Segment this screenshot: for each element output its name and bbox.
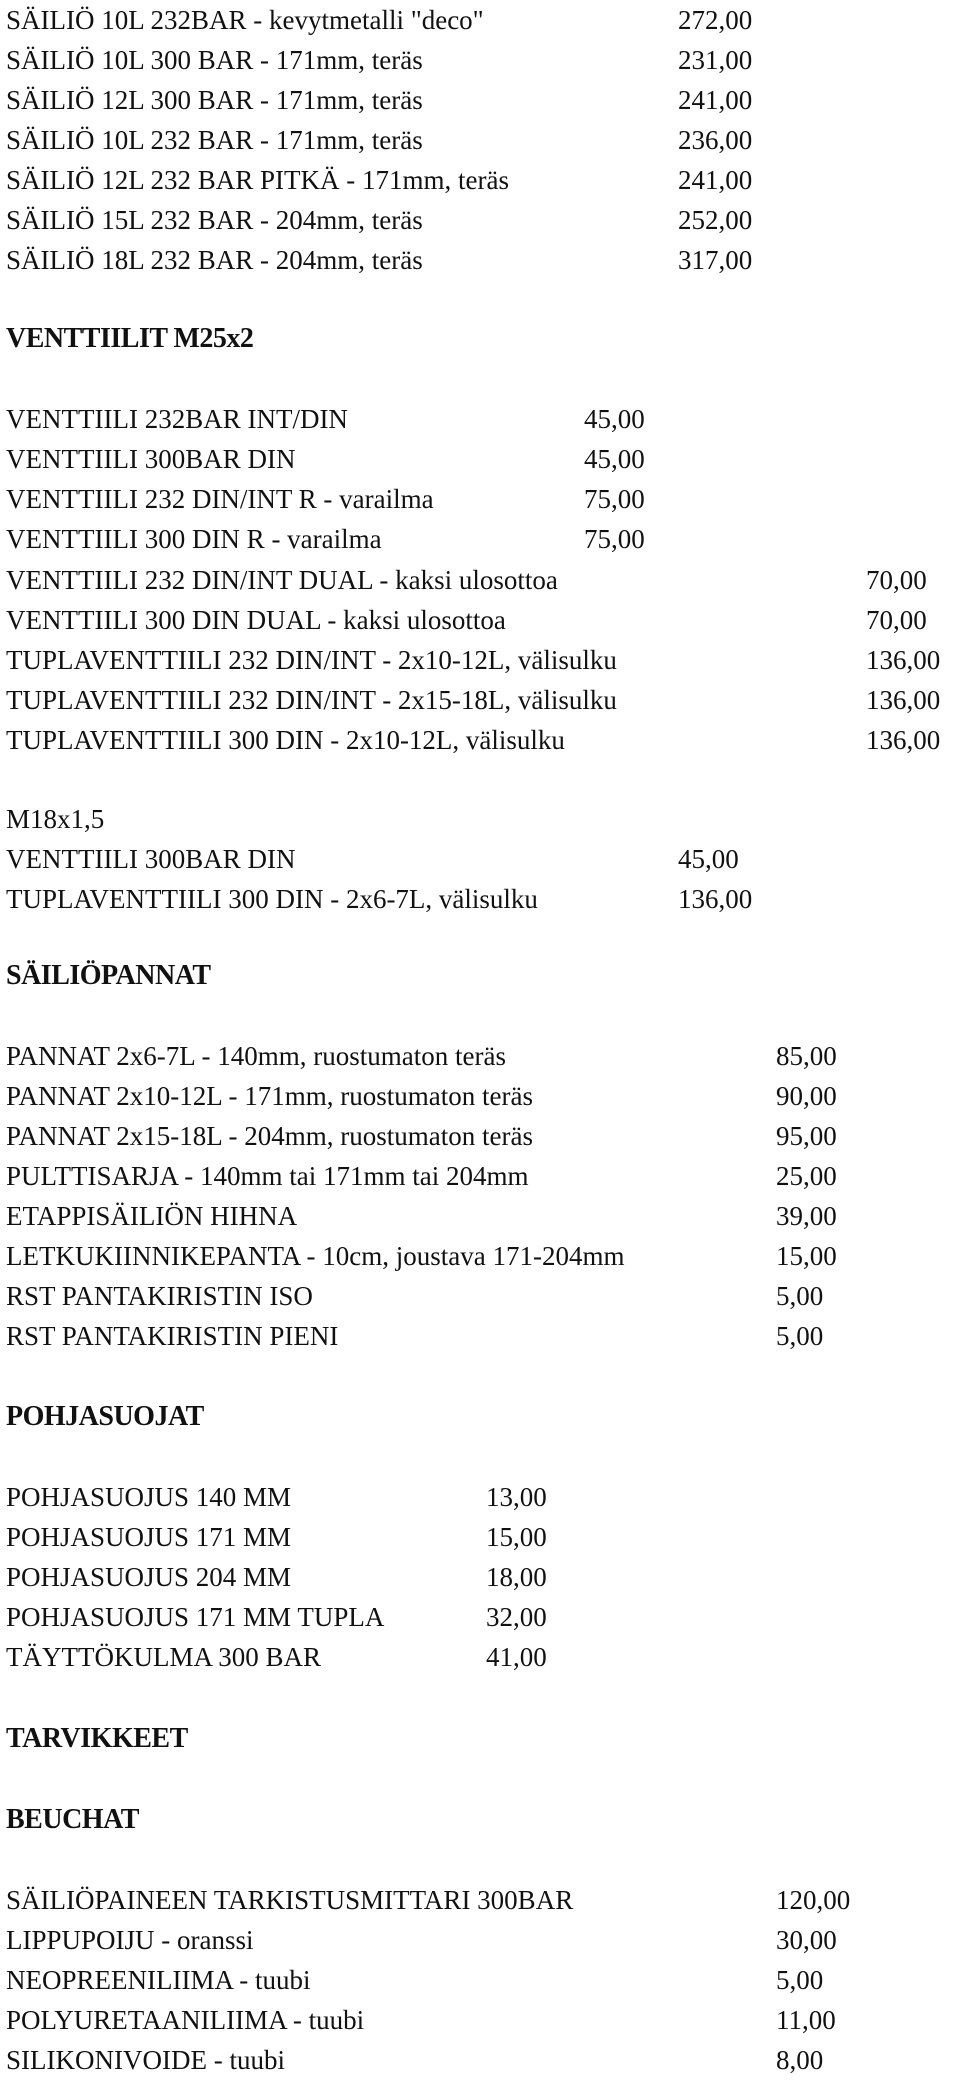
- item-price: 15,00: [776, 1241, 837, 1271]
- item-name: PANNAT 2x10-12L - 171mm, ruostumaton teräs: [6, 1081, 533, 1111]
- item-price: 45,00: [678, 844, 739, 874]
- item-price: 15,00: [486, 1522, 547, 1552]
- item-name: VENTTIILI 300BAR DIN: [6, 444, 296, 474]
- price-row: [6, 1960, 886, 2000]
- item-name: POLYURETAANILIIMA - tuubi: [6, 2005, 365, 2035]
- item-price: 18,00: [486, 1562, 547, 1592]
- price-row: [6, 1236, 886, 1276]
- price-row: [6, 640, 960, 680]
- item-name: VENTTIILI 232BAR INT/DIN: [6, 404, 348, 434]
- price-row: [6, 80, 788, 120]
- item-name: RST PANTAKIRISTIN PIENI: [6, 1321, 339, 1351]
- item-name: SÄILIÖ 10L 300 BAR - 171mm, teräs: [6, 45, 423, 75]
- item-name: PANNAT 2x6-7L - 140mm, ruostumaton teräs: [6, 1041, 506, 1071]
- item-price: 13,00: [486, 1482, 547, 1512]
- item-price: 136,00: [866, 725, 941, 755]
- price-row: [6, 1116, 886, 1156]
- item-price: 136,00: [678, 884, 753, 914]
- item-price: 90,00: [776, 1081, 837, 1111]
- price-row: [6, 720, 960, 760]
- item-name: LETKUKIINNIKEPANTA - 10cm, joustava 171-204mm: [6, 1241, 625, 1271]
- price-row: [6, 240, 788, 280]
- item-name: POHJASUOJUS 140 MM: [6, 1482, 292, 1512]
- item-name: VENTTIILI 232 DIN/INT R - varailma: [6, 484, 434, 514]
- item-price: 252,00: [678, 205, 753, 235]
- item-price: 45,00: [584, 444, 645, 474]
- section-heading-venttiilit-m25x2: VENTTIILIT M25x2: [6, 323, 254, 354]
- item-price: 5,00: [776, 1321, 824, 1351]
- item-name: SILIKONIVOIDE - tuubi: [6, 2045, 285, 2075]
- subsection-label: M18x1,5: [6, 804, 105, 834]
- price-row: [6, 1920, 886, 1960]
- item-name: TUPLAVENTTIILI 232 DIN/INT - 2x15-18L, välisulku: [6, 685, 617, 715]
- item-name: VENTTIILI 300 DIN R - varailma: [6, 524, 382, 554]
- item-price: 32,00: [486, 1602, 547, 1632]
- item-price: 85,00: [776, 1041, 837, 1071]
- price-row: [6, 1036, 886, 1076]
- item-price: 5,00: [776, 1281, 824, 1311]
- price-row: [6, 1196, 886, 1236]
- price-row: [6, 2000, 886, 2040]
- item-name: POHJASUOJUS 204 MM: [6, 1562, 292, 1592]
- item-price: 95,00: [776, 1121, 837, 1151]
- price-row: [6, 1880, 886, 1920]
- price-row: [6, 160, 788, 200]
- price-row: [6, 1477, 596, 1517]
- item-name: TÄYTTÖKULMA 300 BAR: [6, 1642, 321, 1672]
- item-price: 317,00: [678, 245, 753, 275]
- price-row: [6, 40, 788, 80]
- item-price: 30,00: [776, 1925, 837, 1955]
- item-name: SÄILIÖ 10L 232 BAR - 171mm, teräs: [6, 125, 423, 155]
- item-price: 45,00: [584, 404, 645, 434]
- item-name: SÄILIÖ 12L 232 BAR PITKÄ - 171mm, teräs: [6, 165, 509, 195]
- price-row: [6, 519, 694, 559]
- item-price: 272,00: [678, 5, 753, 35]
- item-price: 236,00: [678, 125, 753, 155]
- item-price: 120,00: [776, 1885, 851, 1915]
- item-name: SÄILIÖ 12L 300 BAR - 171mm, teräs: [6, 85, 423, 115]
- price-row: [6, 1557, 596, 1597]
- price-row: [6, 560, 960, 600]
- price-row: [6, 1597, 596, 1637]
- item-price: 241,00: [678, 85, 753, 115]
- item-name: RST PANTAKIRISTIN ISO: [6, 1281, 313, 1311]
- section-heading-pohjasuojat: POHJASUOJAT: [6, 1401, 204, 1432]
- item-price: 241,00: [678, 165, 753, 195]
- item-name: SÄILIÖ 10L 232BAR - kevytmetalli "deco": [6, 5, 484, 35]
- item-name: VENTTIILI 300BAR DIN: [6, 844, 296, 874]
- item-name: SÄILIÖ 15L 232 BAR - 204mm, teräs: [6, 205, 423, 235]
- item-name: VENTTIILI 232 DIN/INT DUAL - kaksi ulosottoa: [6, 565, 558, 595]
- item-price: 8,00: [776, 2045, 824, 2075]
- price-row: [6, 1156, 886, 1196]
- item-price: 70,00: [866, 605, 927, 635]
- price-row: [6, 1316, 886, 1356]
- price-row: [6, 1076, 886, 1116]
- item-price: 11,00: [776, 2005, 836, 2035]
- item-name: TUPLAVENTTIILI 232 DIN/INT - 2x10-12L, välisulku: [6, 645, 617, 675]
- item-name: VENTTIILI 300 DIN DUAL - kaksi ulosottoa: [6, 605, 506, 635]
- item-name: POHJASUOJUS 171 MM: [6, 1522, 292, 1552]
- price-row: [6, 0, 788, 40]
- item-name: TUPLAVENTTIILI 300 DIN - 2x6-7L, välisulku: [6, 884, 538, 914]
- item-name: PULTTISARJA - 140mm tai 171mm tai 204mm: [6, 1161, 529, 1191]
- section-heading-beuchat: BEUCHAT: [6, 1804, 139, 1835]
- price-row: [6, 680, 960, 720]
- item-name: POHJASUOJUS 171 MM TUPLA: [6, 1602, 385, 1632]
- item-price: 75,00: [584, 524, 645, 554]
- item-price: 25,00: [776, 1161, 837, 1191]
- price-row: [6, 600, 960, 640]
- section-heading-sailiopannat: SÄILIÖPANNAT: [6, 960, 211, 991]
- item-price: 136,00: [866, 645, 941, 675]
- price-row: [6, 120, 788, 160]
- item-name: LIPPUPOIJU - oranssi: [6, 1925, 254, 1955]
- price-row: [6, 439, 694, 479]
- item-price: 70,00: [866, 565, 927, 595]
- price-row: [6, 839, 788, 879]
- price-row: [6, 479, 694, 519]
- price-row: [6, 1276, 886, 1316]
- price-row: [6, 879, 788, 919]
- item-name: SÄILIÖPAINEEN TARKISTUSMITTARI 300BAR: [6, 1885, 574, 1915]
- item-price: 5,00: [776, 1965, 824, 1995]
- price-row: [6, 1517, 596, 1557]
- price-row: [6, 200, 788, 240]
- item-name: NEOPREENILIIMA - tuubi: [6, 1965, 311, 1995]
- item-name: PANNAT 2x15-18L - 204mm, ruostumaton teräs: [6, 1121, 533, 1151]
- section-heading-tarvikkeet: TARVIKKEET: [6, 1723, 188, 1754]
- item-name: ETAPPISÄILIÖN HIHNA: [6, 1201, 298, 1231]
- price-row: [6, 2040, 886, 2080]
- item-price: 75,00: [584, 484, 645, 514]
- item-name: TUPLAVENTTIILI 300 DIN - 2x10-12L, välisulku: [6, 725, 565, 755]
- item-price: 41,00: [486, 1642, 547, 1672]
- item-price: 39,00: [776, 1201, 837, 1231]
- price-row: [6, 1637, 596, 1677]
- item-price: 136,00: [866, 685, 941, 715]
- item-price: 231,00: [678, 45, 753, 75]
- price-row: [6, 399, 694, 439]
- item-name: SÄILIÖ 18L 232 BAR - 204mm, teräs: [6, 245, 423, 275]
